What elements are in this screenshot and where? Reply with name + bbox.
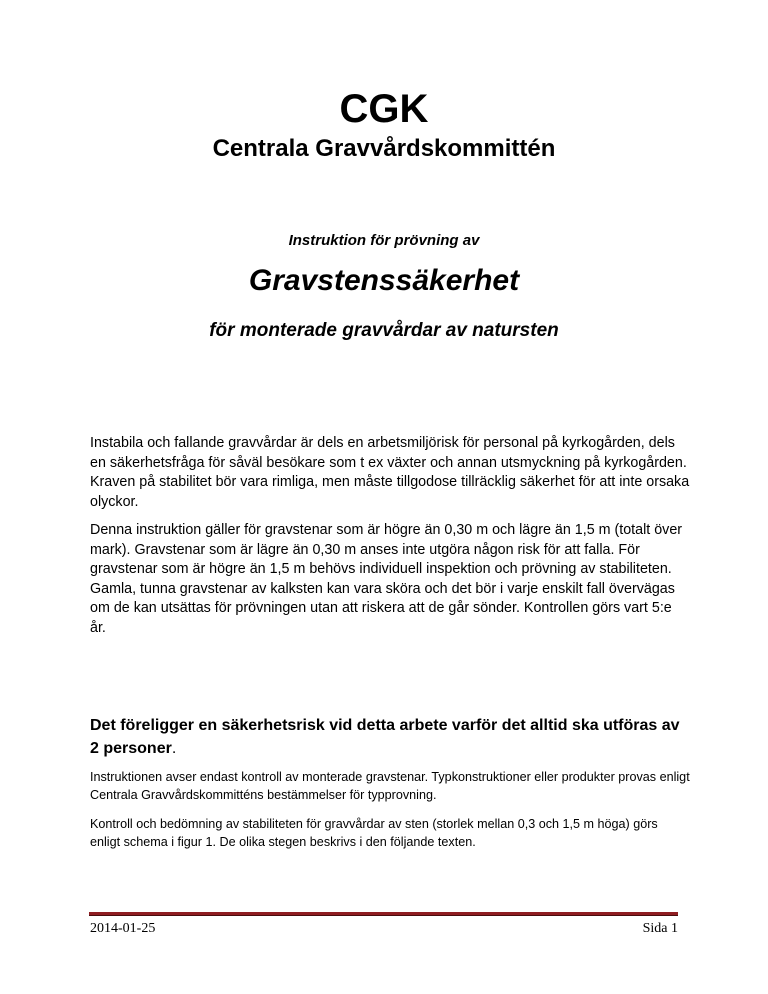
paragraph-intro: Instabila och fallande gravvårdar är dels en arbetsmiljörisk för personal på kyrkogården, dels en säkerhetsfråga för såväl besökare som t ex växter och annan utsmyckning på kyrkogården. Kraven på stabilitet bör vara rimliga, men måste tillgodose tillräcklig säkerhet för att inte orsaka olyckor. (90, 435, 690, 510)
footer-page-number: Sida 1 (642, 921, 678, 936)
document-title: Gravstenssäkerhet (248, 264, 520, 297)
safety-warning-period: . (171, 740, 177, 757)
paragraph-scope: Denna instruktion gäller för gravstenar som är högre än 0,30 m och lägre än 1,5 m (totalt över mark). Gravstenar som är lägre än 0,30 m anses inte utgöra någon risk för att falla. För gravstenar som är högre än 1,5 m behövs individuell inspektion och prövning av stabiliteten. Gamla, tunna gravstenar av kalksten kan vara sköra och det bör i varje enskilt fall övervägas om de kan utsättas för prövningen utan att riskera att de går sönder. Kontrollen görs vart 5:e år. (90, 522, 683, 636)
footer-date: 2014-01-25 (90, 921, 156, 936)
paragraph-limitation: Instruktionen avser endast kontroll av monterade gravstenar. Typkonstruktioner eller produkter provas enligt Centrala Gravvårdskommitténs bestämmelser för typprovning. (90, 770, 690, 802)
safety-warning (90, 714, 690, 760)
title-intro: Instruktion för prövning av (288, 232, 480, 249)
org-acronym: CGK (339, 87, 429, 131)
document-subtitle: för monterade gravvårdar av natursten (209, 320, 559, 341)
paragraph-procedure: Kontroll och bedömning av stabiliteten för gravvårdar av sten (storlek mellan 0,3 och 1,5 m höga) görs enligt schema i figur 1. De olika stegen beskrivs i den följande texten. (90, 817, 658, 849)
org-name: Centrala Gravvårdskommittén (212, 135, 556, 162)
footer-rule (89, 912, 678, 916)
safety-warning-text: Det föreligger en säkerhetsrisk vid detta arbete varför det alltid ska utföras av 2 personer (90, 717, 680, 757)
